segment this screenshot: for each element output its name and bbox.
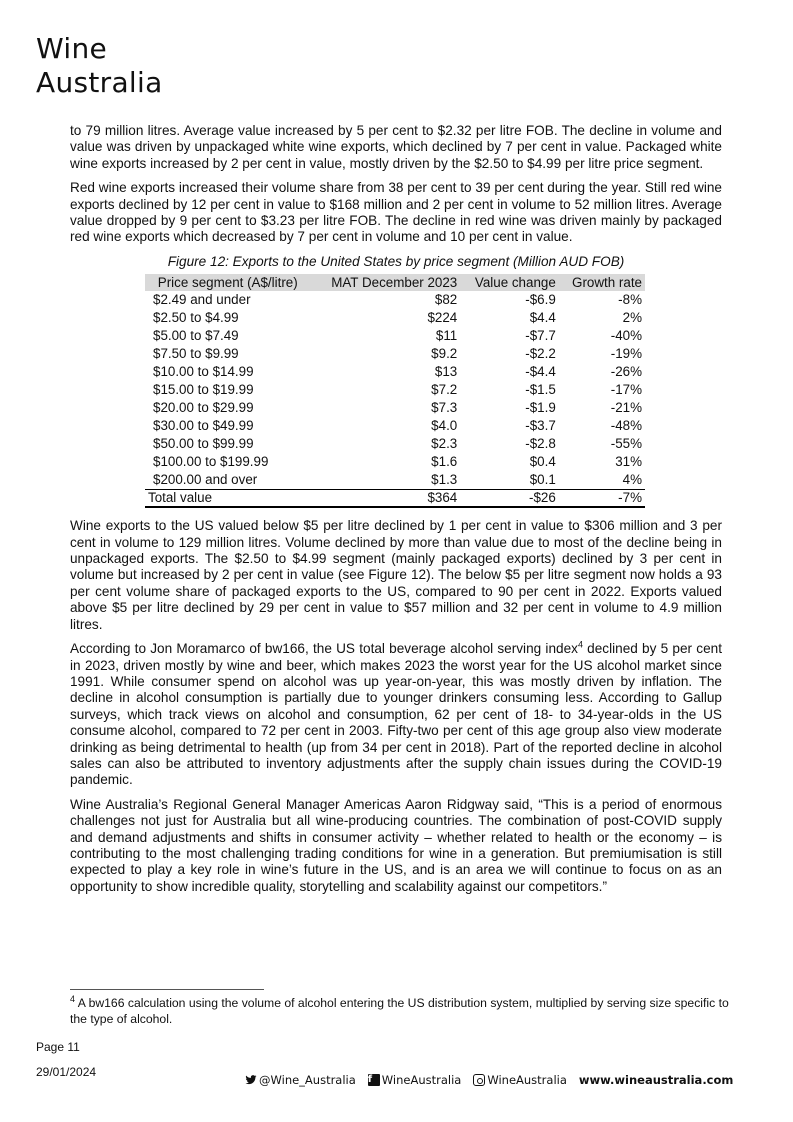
- table-cell: $50.00 to $99.99: [153, 436, 254, 452]
- table-cell: $11: [435, 328, 458, 344]
- table-cell: $13: [434, 364, 458, 380]
- table-row: [145, 435, 645, 453]
- table-cell: $10.00 to $14.99: [153, 364, 254, 380]
- column-header: Growth rate: [559, 274, 645, 291]
- website-link[interactable]: www.wineaustralia.com: [578, 1073, 734, 1087]
- table-cell: -55%: [610, 436, 642, 452]
- twitter-link[interactable]: [245, 1073, 356, 1087]
- table-cell: $0.1: [460, 471, 559, 490]
- wine-australia-logo: [36, 32, 163, 100]
- table-cell: $5.00 to $7.49: [153, 328, 239, 344]
- table-cell: $1.3: [310, 471, 460, 490]
- table-cell: Total value: [145, 490, 310, 508]
- footnote-ref[interactable]: 4: [577, 639, 583, 650]
- table-row: [145, 327, 645, 345]
- table-cell: -$6.9: [525, 292, 556, 308]
- page-number: Page 11: [36, 1040, 80, 1054]
- table-cell: -40%: [610, 328, 642, 344]
- table-cell: -$1.9: [525, 400, 556, 416]
- table-row: [145, 309, 645, 327]
- total-row: [145, 490, 645, 508]
- social-links: [245, 1073, 733, 1087]
- table-cell: $20.00 to $29.99: [153, 400, 254, 416]
- table-cell: -$3.7: [525, 418, 556, 434]
- table-cell: $2.49 and under: [153, 292, 251, 308]
- paragraph: [70, 641, 722, 789]
- table-cell: $7.2: [431, 382, 458, 398]
- table-row: [145, 291, 645, 309]
- table-row: [145, 399, 645, 417]
- instagram-handle: WineAustralia: [487, 1073, 567, 1087]
- table-cell: $30.00 to $49.99: [153, 418, 254, 434]
- logo-line2: Australia: [36, 66, 163, 99]
- table-cell: -$1.5: [525, 382, 556, 398]
- table-cell: -48%: [610, 418, 642, 434]
- table-row: [145, 345, 645, 363]
- paragraph: Wine exports to the US valued below $5 per litre declined by 1 per cent in value to $306 million and 3 per cent in volume to 129 million litres. Volume declined by more than value due to most of the decline being in unpackaged exports. The $2.50 to $4.99 segment (mainly packaged exports) declined by 3 per cent in volume but increased by 2 per cent in value (see Figure 12). The below $5 per litre segment now holds a 93 per cent volume share of packaged exports to the US, compared to 90 per cent in 2022. Exports valued above $5 per litre declined by 29 per cent in value to $57 million and 32 per cent in volume to 4.9 million litres.: [70, 518, 722, 632]
- table-cell: $2.3: [431, 436, 458, 452]
- footnote-text: A bw166 calculation using the volume of alcohol entering the US distribution system, multiplied by serving size specific to the type of alcohol.: [70, 996, 729, 1026]
- table-cell: -8%: [618, 292, 642, 308]
- footnote: [70, 995, 730, 1027]
- table-cell: $7.50 to $9.99: [153, 346, 239, 362]
- table-cell: 2%: [622, 310, 642, 326]
- twitter-icon: [245, 1074, 257, 1086]
- table-cell: -$2.2: [525, 346, 556, 362]
- table-cell: $82: [434, 292, 458, 308]
- instagram-icon: [473, 1074, 485, 1086]
- table-cell: -19%: [610, 346, 642, 362]
- table-row: [145, 471, 645, 490]
- table-cell: -7%: [559, 490, 645, 508]
- price-segment-table: [145, 274, 645, 508]
- table-row: [145, 453, 645, 471]
- table-cell: 31%: [615, 454, 642, 470]
- column-header: Price segment (A$/litre): [145, 274, 310, 291]
- paragraph: Red wine exports increased their volume share from 38 per cent to 39 per cent during the year. Still red wine exports declined by 12 per cent in value to $168 million and 2 per cent in volume to 52 million litres. Average value dropped by 9 per cent to $3.23 per litre FOB. The decline in red wine was driven mainly by packaged red wine exports which decreased by 7 per cent in volume and 10 per cent in value.: [70, 180, 722, 245]
- table-cell: $1.6: [431, 454, 458, 470]
- table-cell: $4.0: [431, 418, 458, 434]
- table-cell: -$2.8: [525, 436, 556, 452]
- facebook-link[interactable]: [368, 1073, 462, 1087]
- document-date: 29/01/2024: [36, 1065, 97, 1079]
- table-cell: $100.00 to $199.99: [153, 454, 269, 470]
- table-cell: $15.00 to $19.99: [153, 382, 254, 398]
- document-body: [70, 123, 722, 903]
- table-cell: $224: [427, 310, 458, 326]
- paragraph-text: declined by 5 per cent in 2023, driven mostly by wine and beer, which makes 2023 the worst year for the US alcohol market since 1991. While consumer spend on alcohol was up year-on-year, this was mostly driven by inflation. The decline in alcohol consumption is partially due to younger drinkers consuming less. According to Gallup surveys, which track views on alcohol and consumption, 62 per cent of 18- to 34-year-olds in the US consume alcohol, compared to 72 per cent in 2003. Fifty-two per cent of this age group also view moderate drinking as being detrimental to health (up from 34 per cent in 2018). Part of the reported decline in alcohol sales can also be attributed to inventory adjustments after the supply chain issues during the COVID-19 pandemic.: [70, 641, 722, 788]
- paragraph: to 79 million litres. Average value increased by 5 per cent to $2.32 per litre FOB. The decline in volume and value was driven by unpackaged white wine exports, which declined by 7 per cent in value. Packaged white wine exports increased by 2 per cent in value, mostly driven by the $2.50 to $4.99 per litre price segment.: [70, 123, 722, 171]
- figure-caption: Figure 12: Exports to the United States by price segment (Million AUD FOB): [167, 253, 625, 269]
- table-cell: $200.00 and over: [145, 471, 310, 490]
- table-cell: $9.2: [431, 346, 458, 362]
- table-row: [145, 417, 645, 435]
- table-cell: -21%: [610, 400, 642, 416]
- table-cell: -$26: [460, 490, 559, 508]
- instagram-link[interactable]: [473, 1073, 567, 1087]
- table-row: [145, 381, 645, 399]
- facebook-handle: WineAustralia: [381, 1073, 462, 1087]
- facebook-icon: f: [368, 1074, 380, 1086]
- paragraph: Wine Australia’s Regional General Manager Americas Aaron Ridgway said, “This is a period of enormous challenges not just for Australia but all wine-producing countries. The combination of post-COVID supply and demand adjustments and shifts in consumer activity – whether related to health or the economy – is contributing to the most challenging trading conditions for wine in a generation. But premiumisation is still expected to play a key role in wine’s future in the US, and is an area we will continue to focus on as an opportunity to show incredible quality, storytelling and scalability against our competitors.”: [70, 796, 722, 894]
- table-cell: $2.50 to $4.99: [153, 310, 239, 326]
- column-header: MAT December 2023: [310, 274, 460, 291]
- footnote-number: 4: [70, 993, 76, 1004]
- twitter-handle: @Wine_Australia: [259, 1073, 356, 1087]
- table-cell: $7.3: [431, 400, 458, 416]
- table-cell: -$4.4: [525, 364, 556, 380]
- table-cell: $0.4: [529, 454, 556, 470]
- paragraph-text: According to Jon Moramarco of bw166, the US total beverage alcohol serving index: [70, 641, 578, 657]
- logo-line1: Wine: [36, 32, 108, 65]
- table-cell: -26%: [610, 364, 642, 380]
- table-row: [145, 363, 645, 381]
- table-cell: 4%: [559, 471, 645, 490]
- table-cell: $4.4: [529, 310, 556, 326]
- footnote-divider: [70, 989, 264, 990]
- table-cell: -17%: [610, 382, 642, 398]
- table-cell: -$7.7: [525, 328, 556, 344]
- column-header: Value change: [460, 274, 559, 291]
- table-cell: $364: [310, 490, 460, 508]
